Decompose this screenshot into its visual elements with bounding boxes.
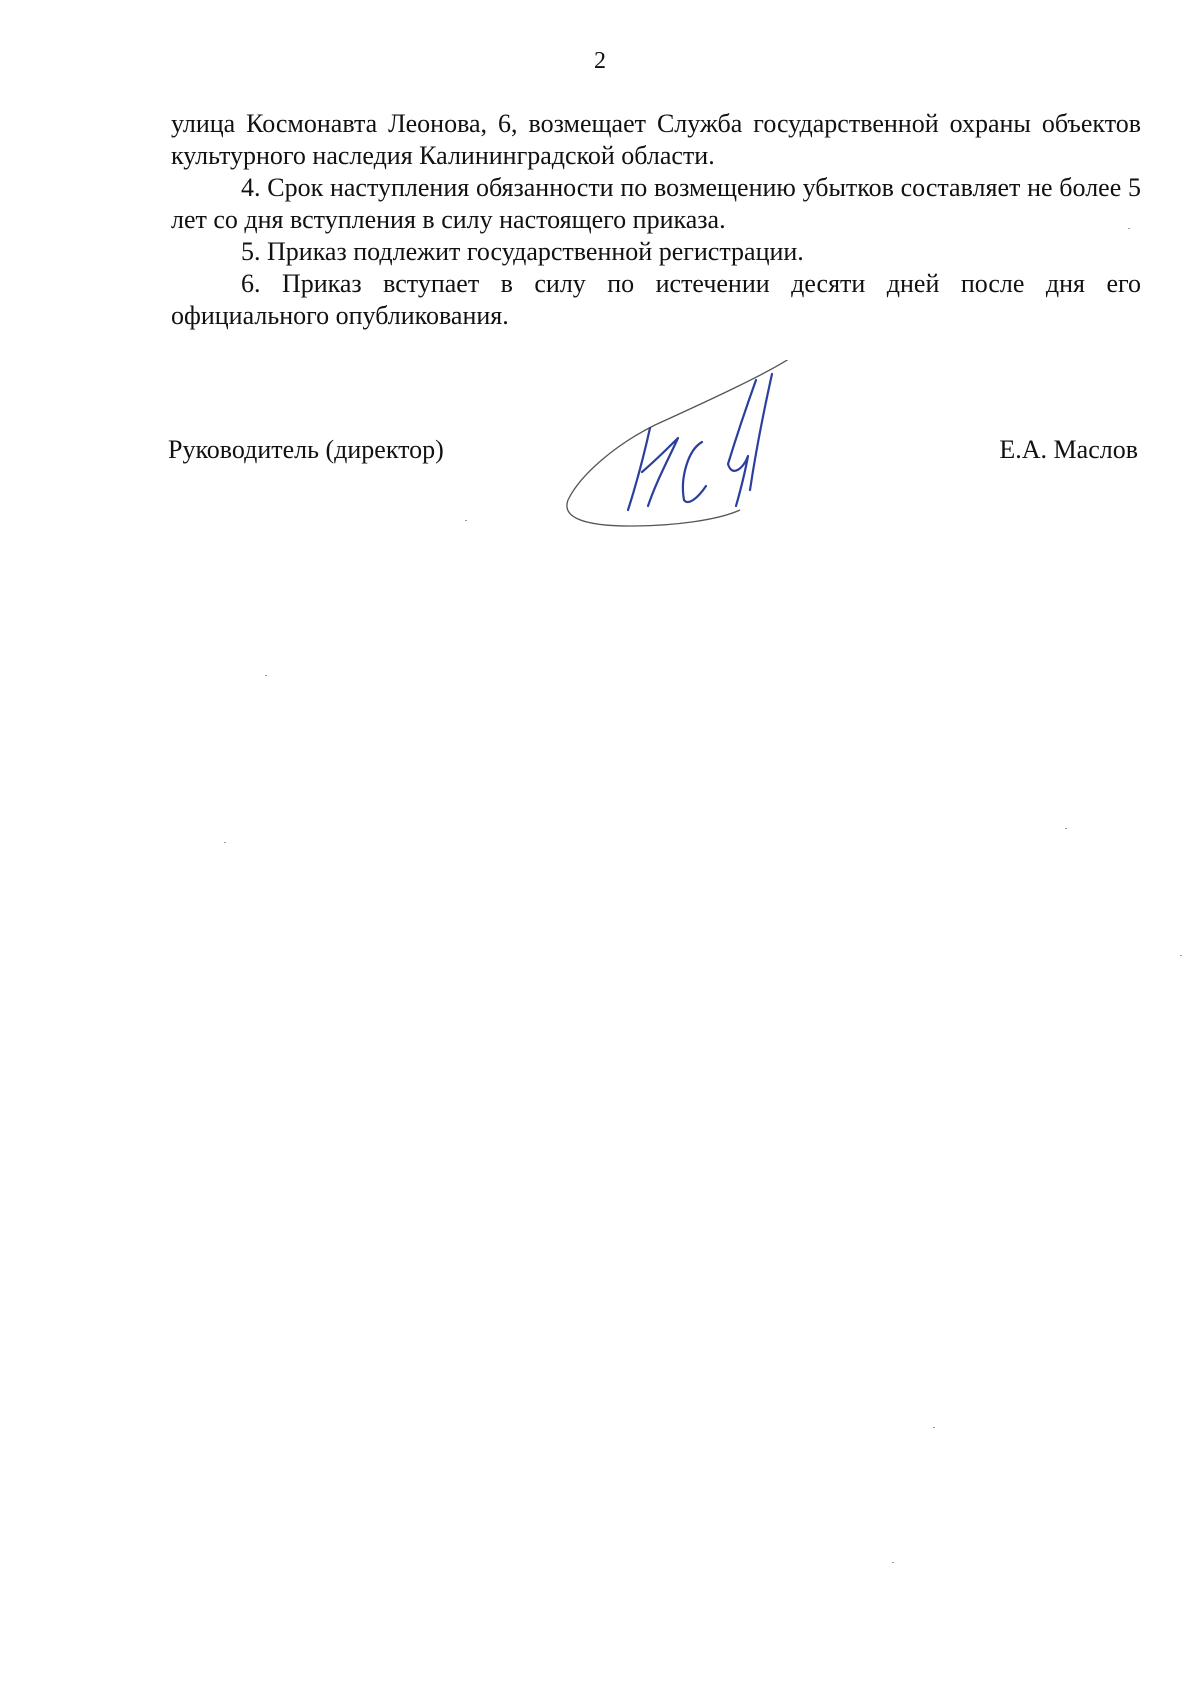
document-body: [171, 108, 1141, 332]
signature-ink-stroke: [683, 442, 706, 502]
signature-ink-stroke: [728, 380, 756, 506]
scan-speck: [892, 1562, 894, 1563]
scan-speck: [265, 675, 267, 676]
signature-ink-stroke: [642, 438, 678, 506]
signature-ink-stroke: [750, 374, 772, 490]
scan-speck: [1128, 228, 1130, 229]
scan-speck: [1180, 955, 1182, 956]
scan-speck: [465, 520, 467, 521]
signature-outline-stroke: [567, 360, 796, 526]
signature-block: [0, 360, 1200, 540]
paragraph-item-4: 4. Срок наступления обязанности по возмещению убытков составляет не более 5 лет со дня вступления в силу настоящего приказа.: [171, 173, 1141, 234]
scan-speck: [1065, 828, 1067, 829]
scan-speck: [224, 842, 226, 843]
paragraph-continuation: улица Космонавта Леонова, 6, возмещает Служба государственной охраны объектов культурного наследия Калининградской области.: [171, 109, 1141, 170]
paragraph-item-6: 6. Приказ вступает в силу по истечении десяти дней после дня его официального опубликования.: [171, 269, 1141, 330]
paragraph-item-5: 5. Приказ подлежит государственной регистрации.: [241, 237, 804, 266]
page-number: 2: [594, 48, 606, 74]
signer-name: Е.А. Маслов: [999, 435, 1138, 464]
signer-position: Руководитель (директор): [168, 435, 444, 464]
handwritten-signature: [560, 360, 810, 540]
scan-speck: [933, 1427, 935, 1428]
